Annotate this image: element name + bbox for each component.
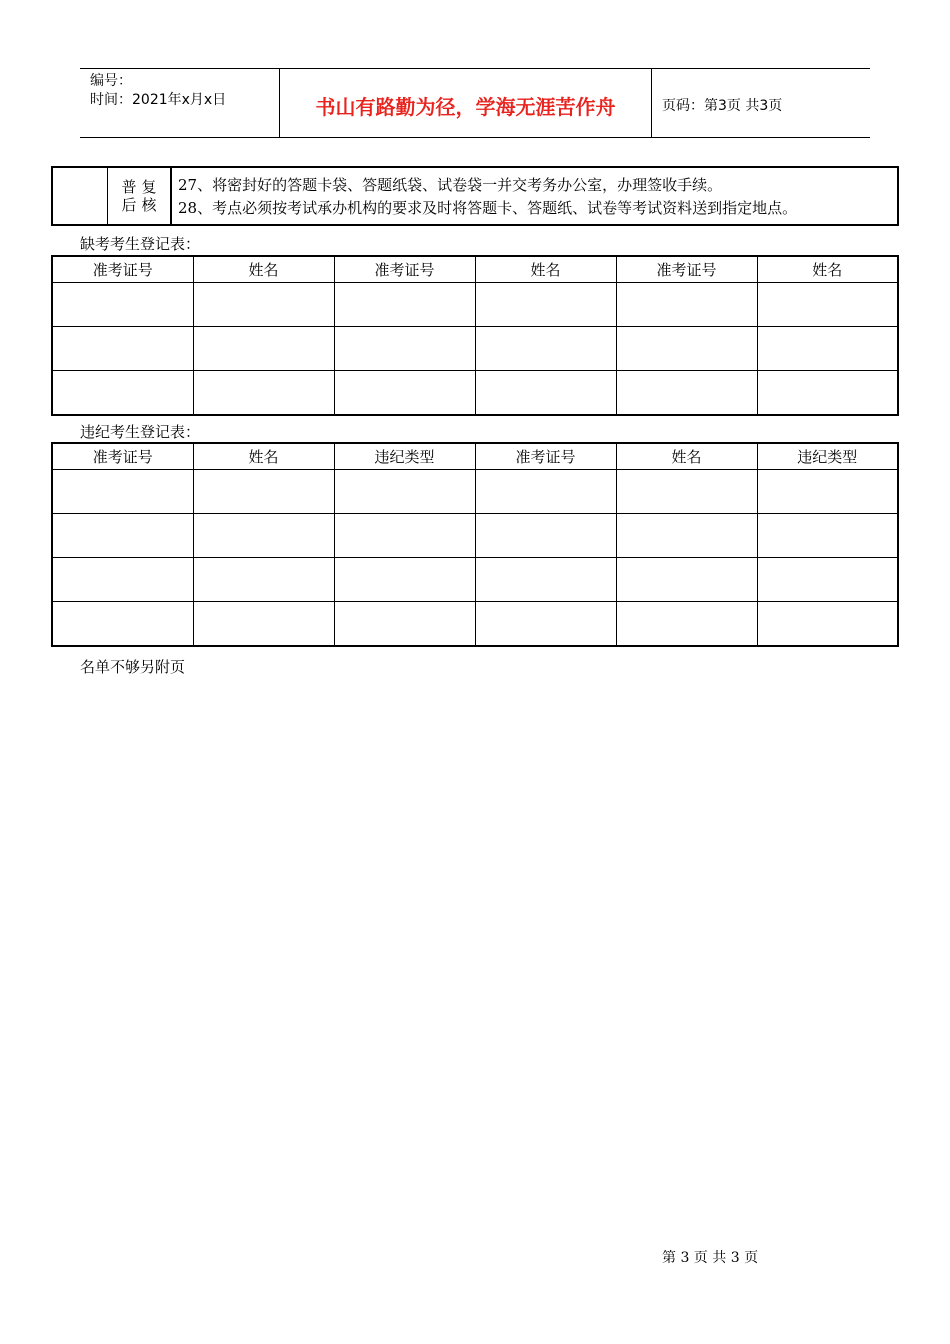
document-number-label: 编号： — [90, 73, 132, 89]
violation-cell[interactable] — [757, 514, 898, 558]
review-label-col2: 复 核 — [141, 178, 157, 214]
violation-cell[interactable] — [616, 602, 757, 647]
violation-header-cell: 违纪类型 — [757, 443, 898, 470]
violation-table-title: 违纪考生登记表： — [80, 423, 201, 441]
violation-students-table — [51, 442, 899, 647]
review-item-27: 27、将密封好的答题卡袋、答题纸袋、试卷袋一并交考务办公室，办理签收手续。 — [178, 176, 723, 194]
table-row — [52, 602, 898, 647]
absent-cell[interactable] — [616, 327, 757, 371]
violation-cell[interactable] — [193, 470, 334, 514]
absent-header-cell: 姓名 — [193, 256, 334, 283]
document-time-label: 时间：2021年x月x日 — [90, 92, 227, 108]
absent-cell[interactable] — [616, 283, 757, 327]
absent-header-cell: 准考证号 — [334, 256, 475, 283]
absent-cell[interactable] — [334, 283, 475, 327]
violation-cell[interactable] — [193, 514, 334, 558]
review-item-28: 28、考点必须按考试承办机构的要求及时将答题卡、答题纸、试卷等考试资料送到指定地点。 — [178, 199, 798, 217]
review-label-col1: 普 后 — [121, 178, 137, 214]
violation-cell[interactable] — [757, 602, 898, 647]
table-row — [52, 327, 898, 371]
review-content-cell — [171, 167, 898, 225]
page-footer: 第 3 页 共 3 页 — [662, 1250, 759, 1266]
violation-cell[interactable] — [757, 558, 898, 602]
absent-cell[interactable] — [193, 327, 334, 371]
absent-cell[interactable] — [52, 283, 193, 327]
table-row — [52, 514, 898, 558]
page-header — [80, 68, 870, 138]
violation-cell[interactable] — [52, 470, 193, 514]
violation-cell[interactable] — [475, 514, 616, 558]
absent-header-cell: 姓名 — [757, 256, 898, 283]
absent-cell[interactable] — [334, 327, 475, 371]
violation-cell[interactable] — [193, 558, 334, 602]
absent-header-row — [52, 256, 898, 283]
violation-header-row — [52, 443, 898, 470]
footnote: 名单不够另附页 — [80, 658, 186, 676]
table-row — [52, 558, 898, 602]
absent-header-cell: 准考证号 — [616, 256, 757, 283]
violation-header-cell: 姓名 — [616, 443, 757, 470]
review-section-table — [51, 166, 899, 226]
absent-cell[interactable] — [52, 327, 193, 371]
violation-cell[interactable] — [334, 602, 475, 647]
violation-cell[interactable] — [616, 558, 757, 602]
absent-cell[interactable] — [475, 327, 616, 371]
absent-cell[interactable] — [757, 283, 898, 327]
absent-cell[interactable] — [193, 371, 334, 416]
violation-cell[interactable] — [334, 558, 475, 602]
violation-cell[interactable] — [616, 514, 757, 558]
violation-header-cell: 姓名 — [193, 443, 334, 470]
absent-students-table — [51, 255, 899, 416]
table-row — [52, 283, 898, 327]
violation-cell[interactable] — [193, 602, 334, 647]
absent-cell[interactable] — [475, 283, 616, 327]
violation-cell[interactable] — [616, 470, 757, 514]
violation-cell[interactable] — [475, 602, 616, 647]
violation-cell[interactable] — [475, 558, 616, 602]
absent-cell[interactable] — [334, 371, 475, 416]
table-row — [52, 470, 898, 514]
header-meta — [80, 69, 280, 137]
violation-cell[interactable] — [52, 514, 193, 558]
violation-header-cell: 准考证号 — [52, 443, 193, 470]
review-row — [52, 167, 898, 225]
violation-cell[interactable] — [52, 558, 193, 602]
absent-cell[interactable] — [475, 371, 616, 416]
absent-cell[interactable] — [757, 371, 898, 416]
absent-cell[interactable] — [193, 283, 334, 327]
header-motto: 书山有路勤为径，学海无涯苦作舟 — [280, 69, 652, 137]
violation-cell[interactable] — [334, 514, 475, 558]
absent-cell[interactable] — [616, 371, 757, 416]
table-row — [52, 371, 898, 416]
review-label-cell — [108, 167, 172, 225]
absent-table-title: 缺考考生登记表： — [80, 235, 201, 253]
header-page-code: 页码：第3页 共3页 — [662, 97, 783, 114]
violation-header-cell: 违纪类型 — [334, 443, 475, 470]
violation-cell[interactable] — [334, 470, 475, 514]
absent-cell[interactable] — [52, 371, 193, 416]
violation-cell[interactable] — [475, 470, 616, 514]
review-blank-cell — [52, 167, 108, 225]
violation-cell[interactable] — [757, 470, 898, 514]
absent-header-cell: 姓名 — [475, 256, 616, 283]
violation-cell[interactable] — [52, 602, 193, 647]
absent-cell[interactable] — [757, 327, 898, 371]
absent-header-cell: 准考证号 — [52, 256, 193, 283]
violation-header-cell: 准考证号 — [475, 443, 616, 470]
